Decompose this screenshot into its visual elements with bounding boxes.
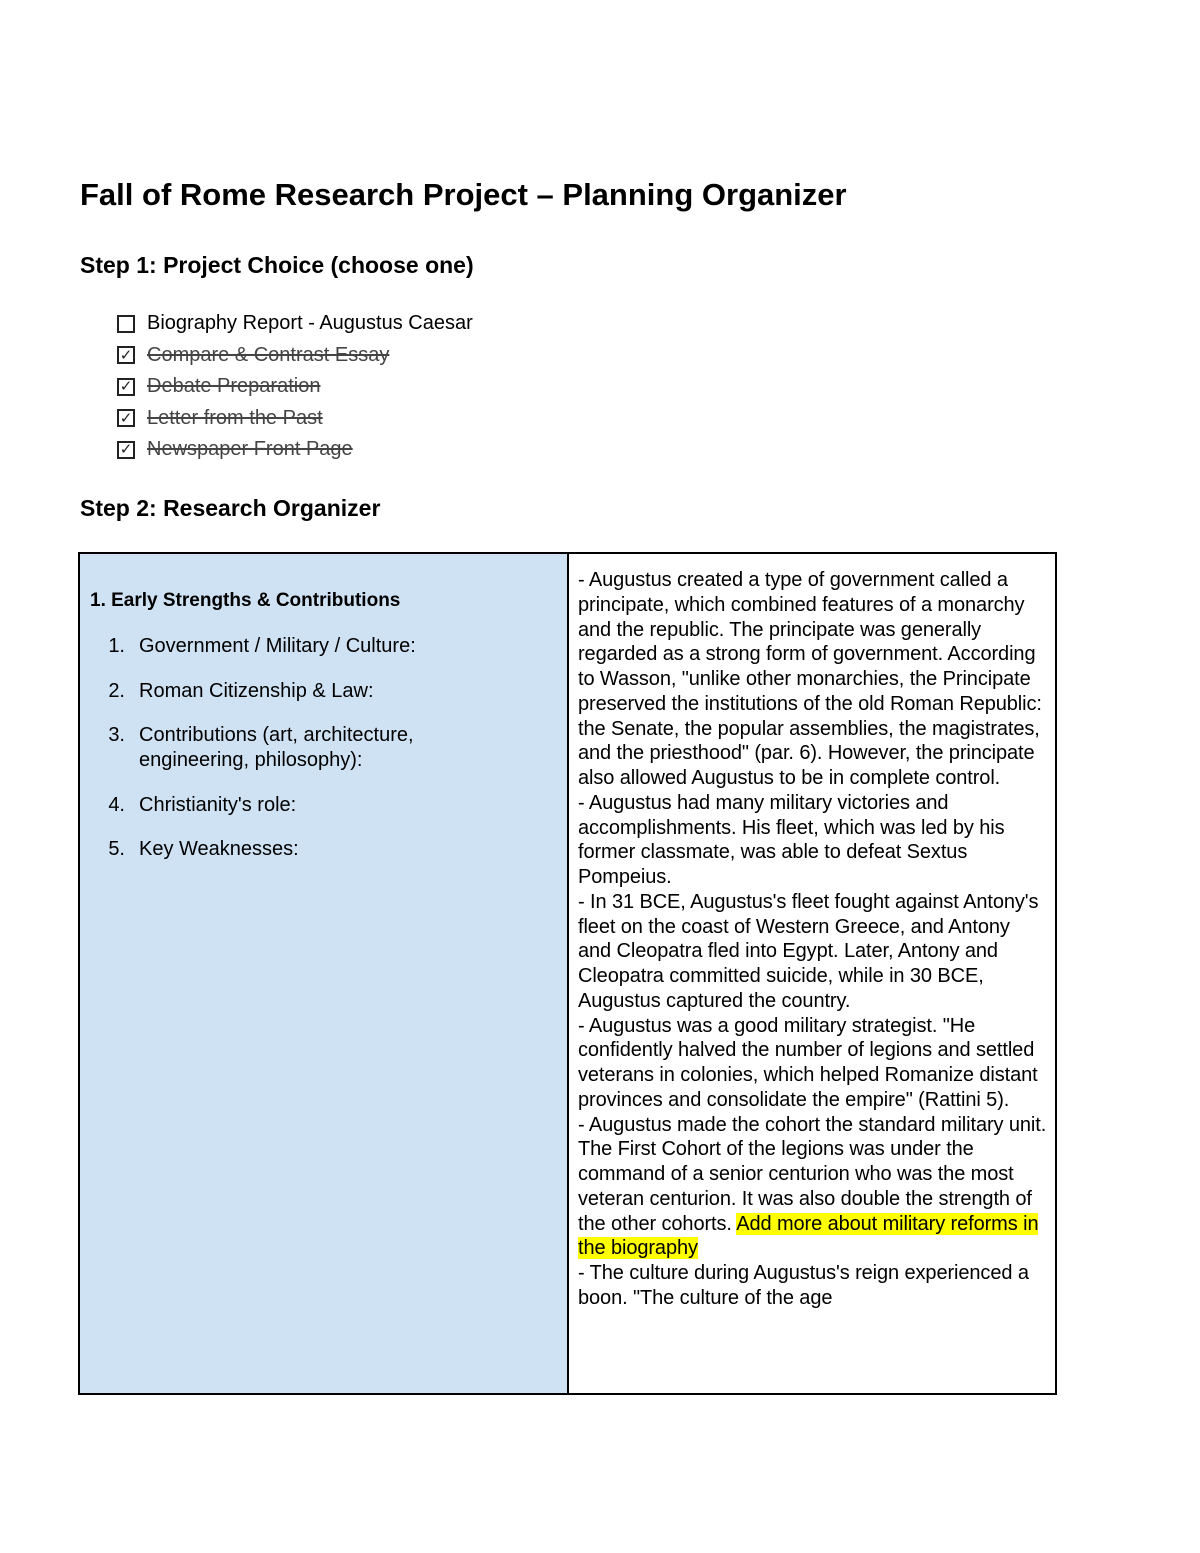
choice-item[interactable]: [117, 308, 473, 340]
research-organizer-table: [78, 552, 1057, 1395]
checkbox-icon[interactable]: [117, 315, 135, 333]
subtopic-item: [90, 634, 557, 659]
choice-label: Biography Report - Augustus Caesar: [147, 312, 473, 335]
subtopic-label: Contributions (art, architecture, engineering, philosophy):: [139, 724, 414, 771]
subtopic-number: 2.: [108, 679, 125, 702]
subtopic-item: [90, 837, 557, 862]
topics-cell: [80, 554, 569, 1393]
choice-item[interactable]: [117, 403, 473, 435]
subtopic-label: Roman Citizenship & Law:: [139, 679, 374, 702]
choice-label: Letter from the Past: [147, 406, 323, 429]
subtopic-label: Government / Military / Culture:: [139, 635, 416, 657]
checkbox-icon[interactable]: ✓: [117, 441, 135, 459]
notes-text: - Augustus created a type of government called a principate, which combined features of a monarchy and the republic. The principate was generally regarded as a strong form of government. According to Wasson, "unlike other monarchies, the Principate preserved the institutions of the old Roman Republic: the Senate, the popular assemblies, the magistrates, and the priesthood" (par. 6). However, the principate also allowed Augustus to be in complete control. - Augustus had many military victories and accomplishments. His fleet, which was led by his former classmate, was able to defeat Sextus Pompeius. - In 31 BCE, Augustus's fleet fought against Antony's fleet on the coast of Western Greece, and Antony and Cleopatra fled into Egypt. Later, Antony and Cleopatra committed suicide, while in 30 BCE, Augustus captured the country. - Augustus was a good military strategist. "He confidently halved the number of legions and settled veterans in colonies, which helped Romanize distant provinces and consolidate the empire" (Rattini 5). - Augustus made the cohort the standard military unit. The First Cohort of the legions was under the command of a senior centurion who was the most veteran centurion. It was also double the strength of the other cohorts.: [578, 569, 1047, 1235]
checkbox-icon[interactable]: ✓: [117, 346, 135, 364]
checkbox-icon[interactable]: ✓: [117, 378, 135, 396]
highlighted-comment: Add more about military reforms in the biography: [578, 1212, 1039, 1260]
choice-label: Compare & Contrast Essay: [147, 343, 390, 366]
choice-item[interactable]: [117, 340, 473, 372]
research-notes: [578, 568, 1047, 1311]
choice-item[interactable]: [117, 371, 473, 403]
subtopic-number: 4.: [108, 793, 125, 816]
choice-item[interactable]: [117, 434, 473, 466]
subtopic-number: 3.: [108, 724, 125, 746]
subtopic-number: 5.: [108, 838, 125, 860]
step1-heading: Step 1: Project Choice (choose one): [80, 252, 474, 278]
subtopic-label: Christianity's role:: [139, 793, 297, 816]
subtopic-label: Key Weaknesses:: [139, 838, 299, 860]
subtopic-item: [90, 723, 557, 773]
subtopic-list: [90, 634, 557, 862]
page-title: Fall of Rome Research Project – Planning Organizer: [80, 177, 847, 212]
choice-label: Newspaper Front Page: [147, 438, 353, 461]
notes-text-continued: - The culture during Augustus's reign experienced a boon. "The culture of the age: [578, 1262, 1029, 1309]
subtopic-item: [90, 793, 557, 818]
section-heading: 1. Early Strengths & Contributions: [90, 590, 401, 611]
step2-heading: Step 2: Research Organizer: [80, 495, 381, 521]
notes-cell[interactable]: [569, 554, 1055, 1393]
project-choice-list: [117, 308, 473, 466]
subtopic-number: 1.: [108, 635, 125, 657]
checkbox-icon[interactable]: ✓: [117, 409, 135, 427]
subtopic-item: [90, 679, 557, 704]
choice-label: Debate Preparation: [147, 375, 321, 398]
